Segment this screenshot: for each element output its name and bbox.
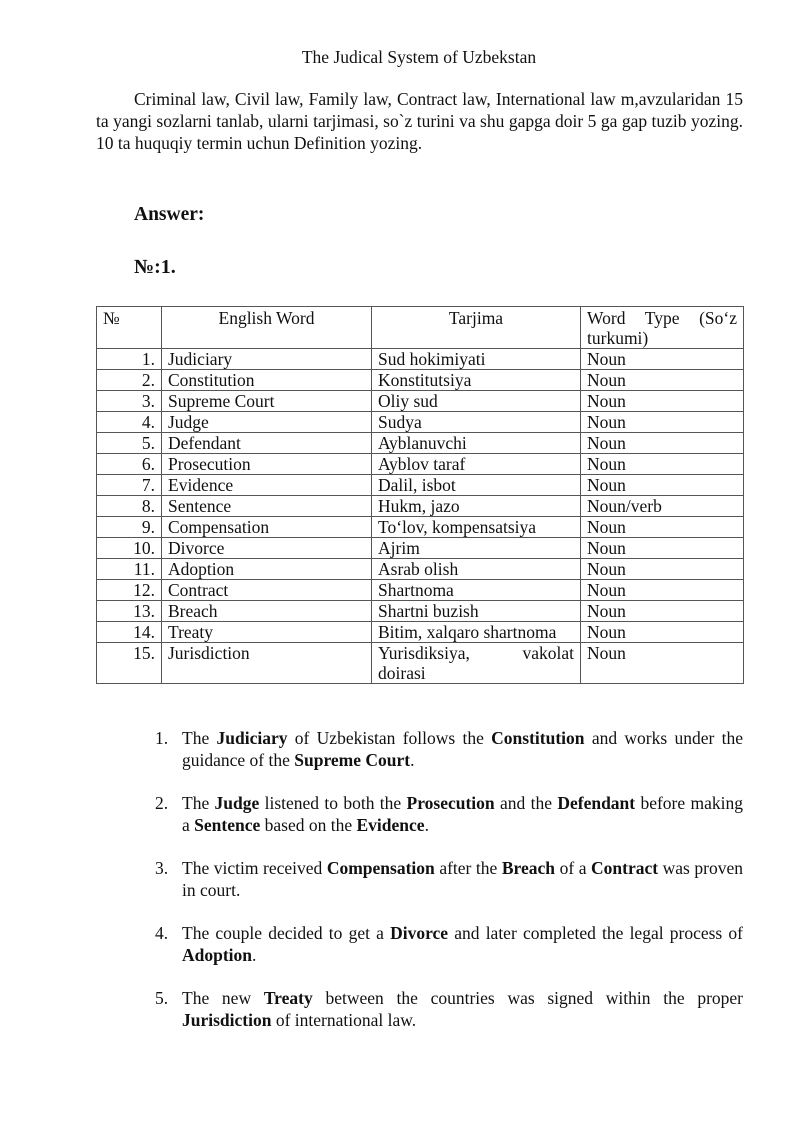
row-number-cell: 5. [97, 433, 162, 454]
sentence-text: based on the [260, 815, 357, 835]
english-word-cell: Breach [162, 601, 372, 622]
translation-cell: Yurisdiksiya, vakolat doirasi [372, 643, 581, 684]
legal-term: Constitution [491, 728, 585, 748]
sentence-item [155, 987, 743, 1031]
word-type-cell: Noun [581, 349, 744, 370]
sentence-item [155, 922, 743, 966]
translation-cell: Sudya [372, 412, 581, 433]
translation-cell: Asrab olish [372, 559, 581, 580]
list-marker: 4. [155, 923, 169, 943]
word-type-cell: Noun [581, 370, 744, 391]
sentence-text: The [182, 793, 215, 813]
english-word-cell: Supreme Court [162, 391, 372, 412]
row-number-cell: 6. [97, 454, 162, 475]
table-row [97, 496, 744, 517]
example-sentences-list [155, 727, 744, 1052]
table-row [97, 370, 744, 391]
translation-cell: Shartni buzish [372, 601, 581, 622]
word-type-cell: Noun [581, 559, 744, 580]
table-row [97, 580, 744, 601]
sentence-text: and later completed the legal process of [448, 923, 743, 943]
word-type-cell: Noun/verb [581, 496, 744, 517]
legal-term: Jurisdiction [182, 1010, 272, 1030]
legal-term: Breach [501, 858, 556, 878]
table-row [97, 475, 744, 496]
row-number-cell: 11. [97, 559, 162, 580]
sentence-text: of Uzbekistan follows the [287, 728, 492, 748]
word-type-cell: Noun [581, 517, 744, 538]
row-number-cell: 8. [97, 496, 162, 517]
header-number: № [97, 307, 162, 349]
legal-term: Adoption [182, 945, 253, 965]
table-row [97, 643, 744, 684]
sentence-text: . [424, 815, 429, 835]
sentence-item [155, 727, 743, 771]
answer-heading: Answer: [134, 204, 205, 225]
sentence-text: and the [494, 793, 558, 813]
translation-cell: Oliy sud [372, 391, 581, 412]
english-word-cell: Constitution [162, 370, 372, 391]
sentence-text: and works under the guidance of the [182, 728, 743, 770]
english-word-cell: Defendant [162, 433, 372, 454]
sentence-text: before making a [182, 793, 743, 835]
english-word-cell: Compensation [162, 517, 372, 538]
translation-cell: Konstitutsiya [372, 370, 581, 391]
legal-term: Defendant [557, 793, 636, 813]
translation-cell: Ayblov taraf [372, 454, 581, 475]
legal-term: Sentence [194, 815, 261, 835]
translation-cell: Ayblanuvchi [372, 433, 581, 454]
legal-term: Supreme Court [294, 750, 411, 770]
section-heading: №:1. [134, 256, 176, 278]
legal-term: Judge [214, 793, 260, 813]
sentence-text: listened to both the [259, 793, 407, 813]
legal-term: Prosecution [406, 793, 495, 813]
english-word-cell: Sentence [162, 496, 372, 517]
sentence-text: The new [182, 988, 264, 1008]
translation-cell: Sud hokimiyati [372, 349, 581, 370]
english-word-cell: Judge [162, 412, 372, 433]
sentence-text: of a [555, 858, 592, 878]
legal-term: Contract [591, 858, 659, 878]
english-word-cell: Prosecution [162, 454, 372, 475]
sentence-text: The couple decided to get a [182, 923, 391, 943]
table-row [97, 559, 744, 580]
word-type-cell: Noun [581, 475, 744, 496]
row-number-cell: 7. [97, 475, 162, 496]
sentence-text: of international law. [271, 1010, 417, 1030]
row-number-cell: 14. [97, 622, 162, 643]
english-word-cell: Divorce [162, 538, 372, 559]
translation-cell: Dalil, isbot [372, 475, 581, 496]
table-header-row [97, 307, 744, 349]
row-number-cell: 15. [97, 643, 162, 684]
legal-term: Judiciary [216, 728, 288, 748]
english-word-cell: Judiciary [162, 349, 372, 370]
row-number-cell: 4. [97, 412, 162, 433]
english-word-cell: Adoption [162, 559, 372, 580]
english-word-cell: Jurisdiction [162, 643, 372, 684]
sentence-item [155, 792, 743, 836]
table-row [97, 349, 744, 370]
row-number-cell: 13. [97, 601, 162, 622]
table-row [97, 454, 744, 475]
list-marker: 5. [155, 988, 169, 1008]
word-type-cell: Noun [581, 601, 744, 622]
sentence-text: between the countries was signed within the proper [312, 988, 743, 1008]
header-translation: Tarjima [372, 307, 581, 349]
translation-cell: Hukm, jazo [372, 496, 581, 517]
sentence-text: was proven in court. [182, 858, 744, 900]
row-number-cell: 10. [97, 538, 162, 559]
translation-cell: To‘lov, kompensatsiya [372, 517, 581, 538]
vocabulary-table [96, 306, 744, 684]
word-type-cell: Noun [581, 433, 744, 454]
list-marker: 1. [155, 728, 169, 748]
word-type-cell: Noun [581, 643, 744, 684]
header-english-word: English Word [162, 307, 372, 349]
translation-cell: Bitim, xalqaro shartnoma [372, 622, 581, 643]
header-word-type: Word Type (So‘z turkumi) [581, 307, 744, 349]
row-number-cell: 9. [97, 517, 162, 538]
legal-term: Evidence [356, 815, 425, 835]
legal-term: Compensation [326, 858, 435, 878]
list-marker: 3. [155, 858, 169, 878]
sentence-text: after the [434, 858, 502, 878]
table-row [97, 433, 744, 454]
table-row [97, 517, 744, 538]
row-number-cell: 2. [97, 370, 162, 391]
translation-cell: Shartnoma [372, 580, 581, 601]
table-row [97, 538, 744, 559]
task-paragraph: Criminal law, Civil law, Family law, Contract law, International law m,avzularidan 15 ta yangi sozlarni tanlab, ularni tarjimasi, so`z turini va shu gapga doir 5 ga gap tuzib yozing. 10 ta huquqiy termin uchun Definition yozing. [96, 89, 743, 153]
word-type-cell: Noun [581, 622, 744, 643]
sentence-text: . [410, 750, 415, 770]
english-word-cell: Treaty [162, 622, 372, 643]
sentence-text: The victim received [182, 858, 327, 878]
sentence-item [155, 857, 744, 901]
row-number-cell: 12. [97, 580, 162, 601]
row-number-cell: 1. [97, 349, 162, 370]
word-type-cell: Noun [581, 538, 744, 559]
word-type-cell: Noun [581, 454, 744, 475]
english-word-cell: Contract [162, 580, 372, 601]
document-title: The Judical System of Uzbekstan [301, 47, 537, 67]
word-type-cell: Noun [581, 580, 744, 601]
sentence-text: The [182, 728, 217, 748]
table-row [97, 622, 744, 643]
english-word-cell: Evidence [162, 475, 372, 496]
list-marker: 2. [155, 793, 169, 813]
sentence-text: . [252, 945, 257, 965]
row-number-cell: 3. [97, 391, 162, 412]
table-row [97, 412, 744, 433]
word-type-cell: Noun [581, 412, 744, 433]
table-body [97, 349, 744, 684]
legal-term: Divorce [390, 923, 449, 943]
word-type-cell: Noun [581, 391, 744, 412]
table-row [97, 391, 744, 412]
table-row [97, 601, 744, 622]
translation-cell: Ajrim [372, 538, 581, 559]
legal-term: Treaty [263, 988, 313, 1008]
